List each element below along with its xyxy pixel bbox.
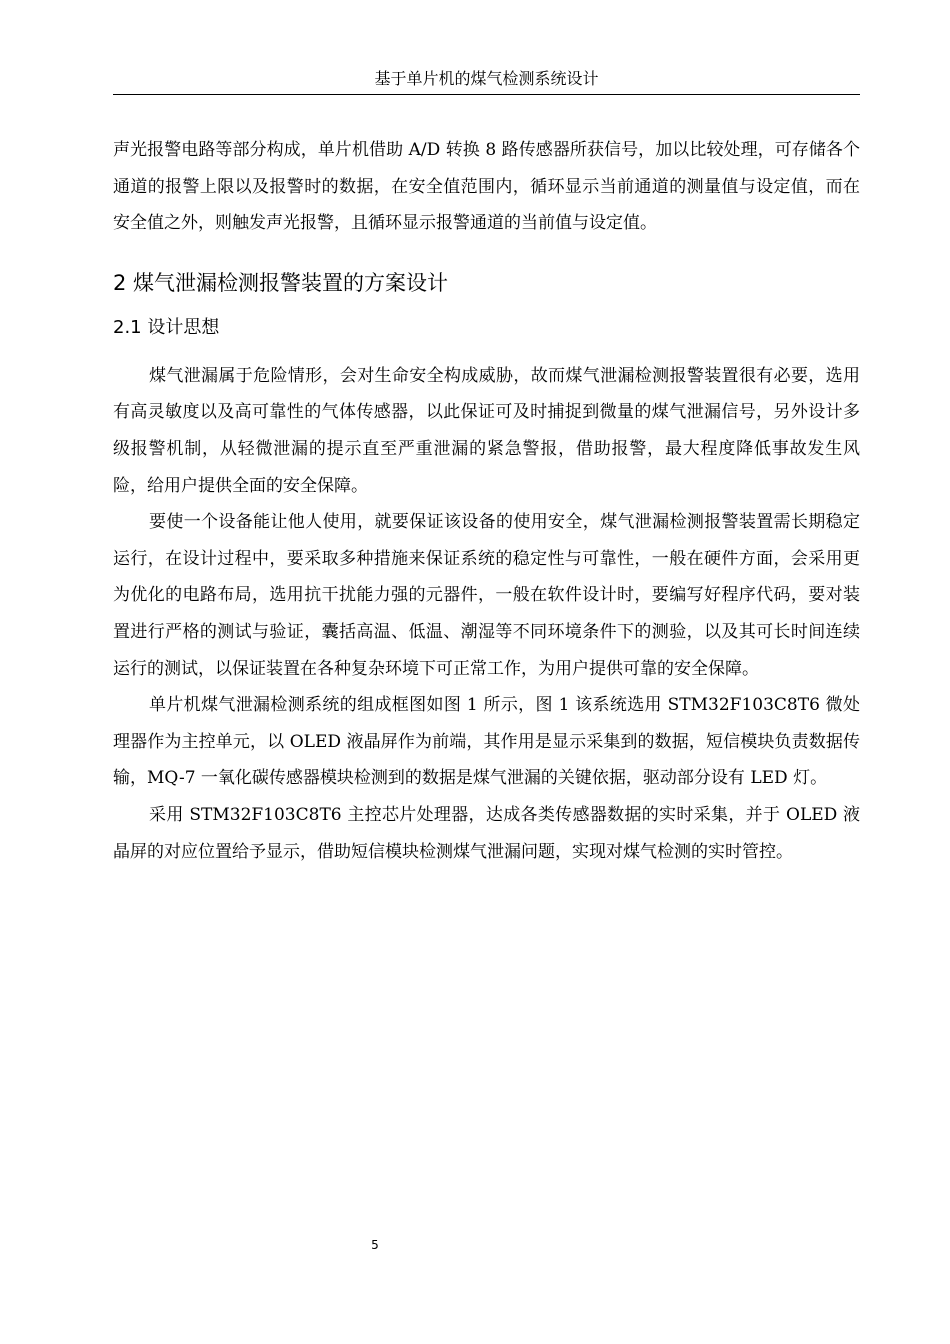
body-paragraph: 煤气泄漏属于危险情形，会对生命安全构成威胁，故而煤气泄漏检测报警装置很有必要，选用有高灵敏度以及高可靠性的气体传感器，以此保证可及时捕捉到微量的煤气泄漏信号，另外设计多级报警机制，从轻微泄漏的提示直至严重泄漏的紧急警报，借助报警，最大程度降低事故发生风险，给用户提供全面的安全保障。 <box>113 365 860 496</box>
section-heading: 2 煤气泄漏检测报警装置的方案设计 <box>113 270 449 295</box>
running-header <box>113 68 860 95</box>
subsection-heading: 2.1 设计思想 <box>113 316 220 338</box>
page-footer <box>0 1237 750 1253</box>
page-body <box>113 132 860 870</box>
page-number: 5 <box>371 1238 379 1252</box>
body-paragraph: 单片机煤气泄漏检测系统的组成框图如图 1 所示，图 1 该系统选用 STM32F103C8T6 微处理器作为主控单元，以 OLED 液晶屏作为前端，其作用是显示采集到的数据，短信模块负责数据传输，MQ-7 一氧化碳传感器模块检测到的数据是煤气泄漏的关键依据，驱动部分设有 LED 灯。 <box>113 695 860 789</box>
body-paragraph: 采用 STM32F103C8T6 主控芯片处理器，达成各类传感器数据的实时采集，并于 OLED 液晶屏的对应位置给予显示，借助短信模块检测煤气泄漏问题，实现对煤气检测的实时管控。 <box>113 804 860 862</box>
intro-paragraph: 声光报警电路等部分构成，单片机借助 A/D 转换 8 路传感器所获信号，加以比较处理，可存储各个通道的报警上限以及报警时的数据，在安全值范围内，循环显示当前通道的测量值与设定值，而在安全值之外，则触发声光报警，且循环显示报警通道的当前值与设定值。 <box>113 140 860 234</box>
header-title: 基于单片机的煤气检测系统设计 <box>374 69 599 88</box>
body-paragraph: 要使一个设备能让他人使用，就要保证该设备的使用安全，煤气泄漏检测报警装置需长期稳定运行，在设计过程中，要采取多种措施来保证系统的稳定性与可靠性，一般在硬件方面，会采用更为优化的电路布局，选用抗干扰能力强的元器件，一般在软件设计时，要编写好程序代码，要对装置进行严格的测试与验证，囊括高温、低温、潮湿等不同环境条件下的测验，以及其可长时间连续运行的测试，以保证装置在各种复杂环境下可正常工作，为用户提供可靠的安全保障。 <box>113 512 860 679</box>
